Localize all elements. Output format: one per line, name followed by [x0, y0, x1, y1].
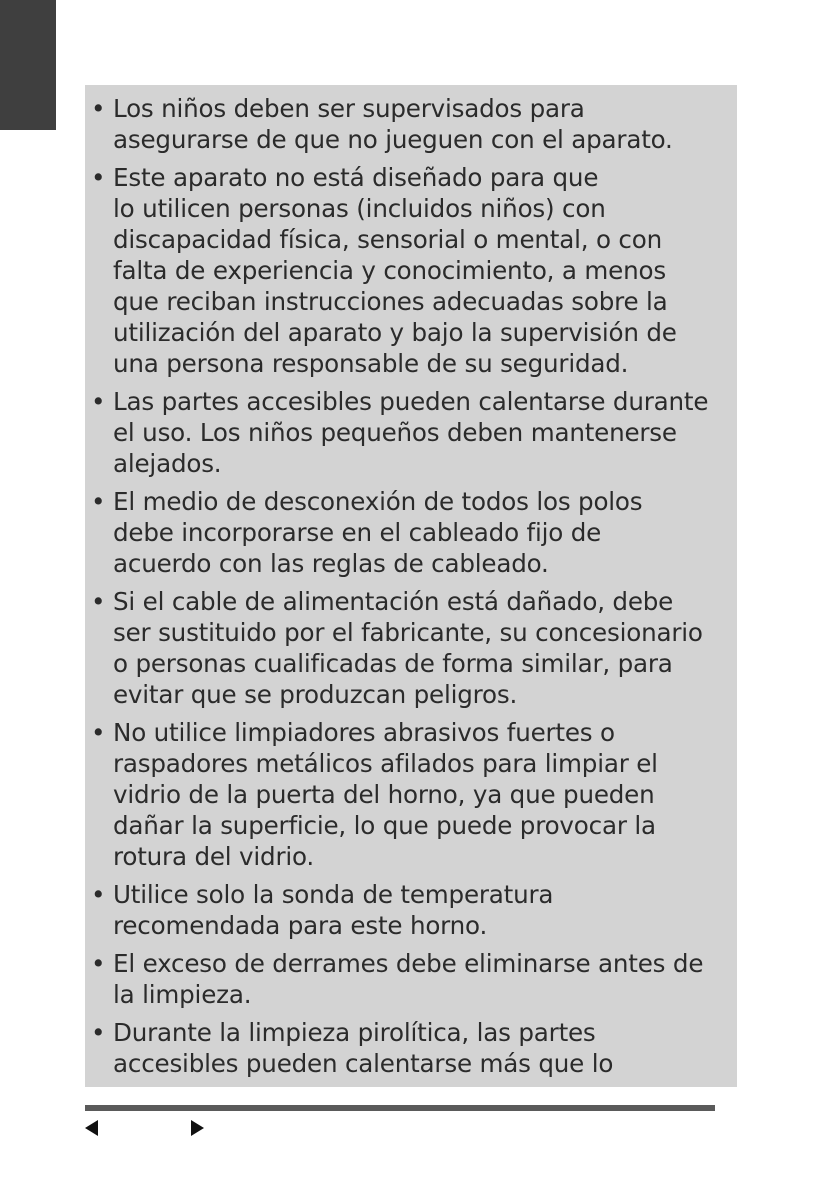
list-item [85, 486, 737, 579]
text-line: acuerdo con las reglas de cableado. [113, 549, 549, 578]
list-item [85, 948, 737, 1010]
text-line: • Este aparato no está diseñado para que [113, 163, 599, 192]
text-line: • El exceso de derrames debe eliminarse antes de [113, 949, 704, 978]
text-line: • No utilice limpiadores abrasivos fuertes o [113, 718, 615, 747]
text-line: el uso. Los niños pequeños deben mantenerse [113, 418, 677, 447]
list-item [85, 162, 737, 379]
text-line: recomendada para este horno. [113, 911, 488, 940]
text-line: • El medio de desconexión de todos los polos [113, 487, 643, 516]
text-line: accesibles pueden calentarse más que lo [113, 1049, 614, 1078]
text-line: falta de experiencia y conocimiento, a menos [113, 256, 666, 285]
text-line: utilización del aparato y bajo la supervisión de [113, 318, 677, 347]
list-item [85, 586, 737, 710]
text-line: • Las partes accesibles pueden calentarse durante [113, 387, 709, 416]
text-line: que reciban instrucciones adecuadas sobre la [113, 287, 668, 316]
list-item [85, 1017, 737, 1079]
triangle-left-icon[interactable] [85, 1120, 98, 1136]
list-item [85, 386, 737, 479]
list-item [85, 93, 737, 155]
safety-bullet-list [85, 93, 737, 1079]
text-line: • Durante la limpieza pirolítica, las partes [113, 1018, 596, 1047]
triangle-right-icon[interactable] [191, 1120, 204, 1136]
list-item [85, 717, 737, 872]
safety-instructions-panel [85, 85, 737, 1087]
text-line: una persona responsable de su seguridad. [113, 349, 629, 378]
text-line: asegurarse de que no jueguen con el aparato. [113, 125, 673, 154]
side-tab [0, 0, 56, 130]
text-line: la limpieza. [113, 980, 252, 1009]
text-line: ser sustituido por el fabricante, su concesionario [113, 618, 703, 647]
text-line: alejados. [113, 449, 222, 478]
text-line: • Si el cable de alimentación está dañado, debe [113, 587, 674, 616]
text-line: o personas cualificadas de forma similar, para [113, 649, 673, 678]
text-line: discapacidad física, sensorial o mental, o con [113, 225, 662, 254]
text-line: raspadores metálicos afilados para limpiar el [113, 749, 658, 778]
list-item [85, 879, 737, 941]
text-line: debe incorporarse en el cableado fijo de [113, 518, 602, 547]
text-line: • Utilice solo la sonda de temperatura [113, 880, 554, 909]
footer-rule [85, 1105, 715, 1111]
text-line: rotura del vidrio. [113, 842, 315, 871]
text-line: lo utilicen personas (incluidos niños) con [113, 194, 606, 223]
text-line: dañar la superficie, lo que puede provocar la [113, 811, 656, 840]
text-line: vidrio de la puerta del horno, ya que pueden [113, 780, 655, 809]
text-line: evitar que se produzcan peligros. [113, 680, 518, 709]
text-line: • Los niños deben ser supervisados para [113, 94, 585, 123]
